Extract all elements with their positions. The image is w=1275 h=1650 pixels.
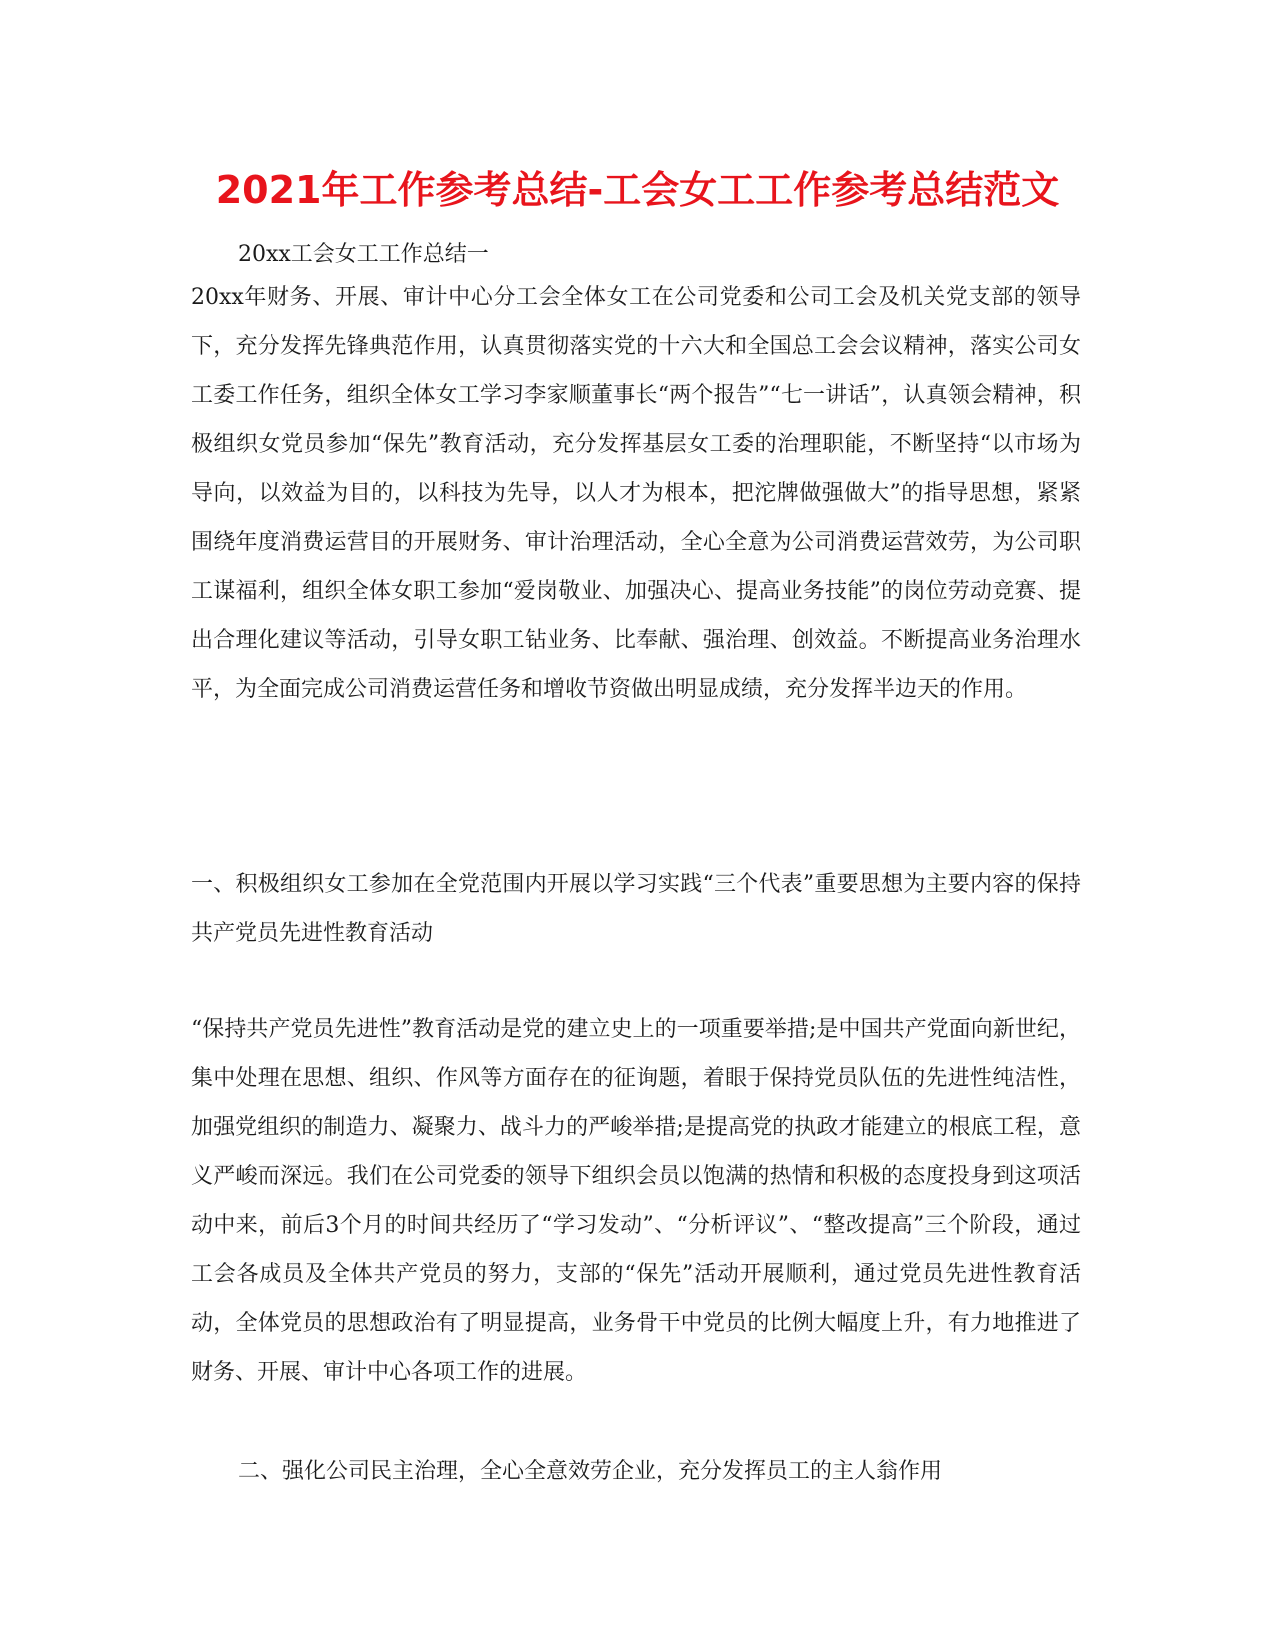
- body-paragraph-intro: 20xx年财务、开展、审计中心分工会全体女工在公司党委和公司工会及机关党支部的领导下，充分发挥先锋典范作用，认真贯彻落实党的十六大和全国总工会会议精神，落实公司女工委工作任务，组织全体女工学习李家顺董事长“两个报告”“七一讲话”，认真领会精神，积极组织女党员参加“保先”教育活动，充分发挥基层女工委的治理职能，不断坚持“以市场为导向，以效益为目的，以科技为先导，以人才为根本，把沱牌做强做大”的指导思想，紧紧围绕年度消费运营目的开展财务、审计治理活动，全心全意为公司消费运营效劳，为公司职工谋福利，组织全体女职工参加“爱岗敬业、加强决心、提高业务技能”的岗位劳动竞赛、提出合理化建议等活动，引导女职工钻业务、比奉献、强治理、创效益。不断提高业务治理水平，为全面完成公司消费运营任务和增收节资做出明显成绩，充分发挥半边天的作用。: [191, 285, 1081, 702]
- section-heading-1: 一、积极组织女工参加在全党范围内开展以学习实践“三个代表”重要思想为主要内容的保持共产党员先进性教育活动: [191, 872, 1081, 946]
- section-heading-2: 二、强化公司民主治理，全心全意效劳企业，充分发挥员工的主人翁作用: [238, 1459, 943, 1484]
- body-paragraph-education: “保持共产党员先进性”教育活动是党的建立史上的一项重要举措;是中国共产党面向新世纪，集中处理在思想、组织、作风等方面存在的征询题，着眼于保持党员队伍的先进性纯洁性，加强党组织的制造力、凝聚力、战斗力的严峻举措;是提高党的执政才能建立的根底工程，意义严峻而深远。我们在公司党委的领导下组织会员以饱满的热情和积极的态度投身到这项活动中来，前后3个月的时间共经历了“学习发动”、“分析评议”、“整改提高”三个阶段，通过工会各成员及全体共产党员的努力，支部的“保先”活动开展顺利，通过党员先进性教育活动，全体党员的思想政治有了明显提高，业务骨干中党员的比例大幅度上升，有力地推进了财务、开展、审计中心各项工作的进展。: [191, 1017, 1081, 1385]
- document-title: 2021年工作参考总结-工会女工工作参考总结范文: [215, 168, 1060, 212]
- section-subtitle: 20xx工会女工工作总结一: [238, 242, 489, 267]
